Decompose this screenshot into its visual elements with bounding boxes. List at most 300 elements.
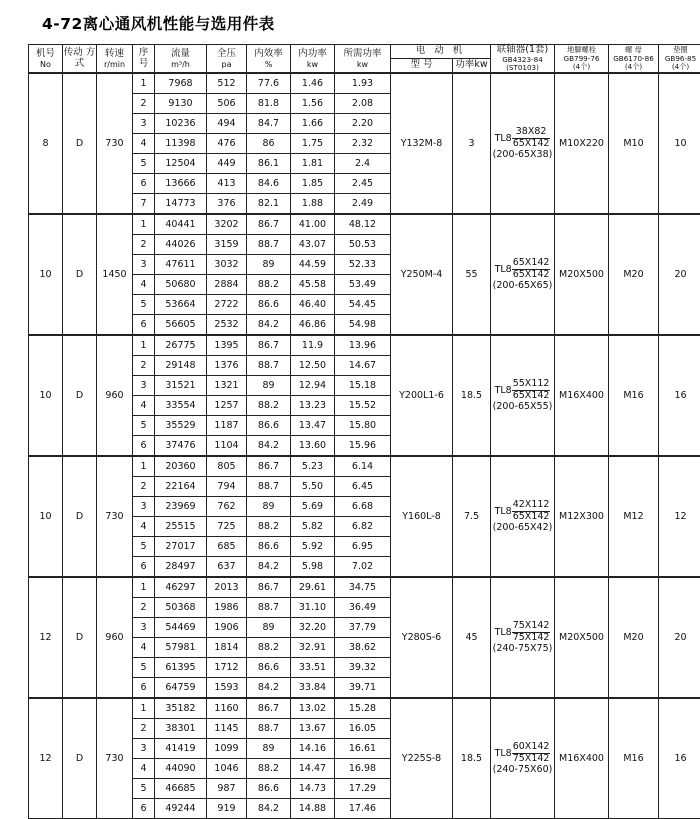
cell-efficiency: 81.8 (247, 94, 291, 114)
cell-anchor-bolt: M16X400 (555, 335, 609, 456)
cell-pressure: 1593 (207, 678, 247, 699)
cell-seq: 4 (133, 275, 155, 295)
coupling-prefix: TL8 (495, 133, 512, 144)
cell-efficiency: 86.7 (247, 577, 291, 598)
header-nut: 螺 母 GB6170-86 (4个) (609, 45, 659, 74)
cell-motor-power: 3 (453, 73, 491, 214)
cell-pressure: 1376 (207, 356, 247, 376)
cell-efficiency: 86.6 (247, 416, 291, 436)
header-inner-power: 内功率 kw (291, 45, 335, 74)
coupling-top: 55X112 (512, 379, 551, 391)
cell-efficiency: 89 (247, 739, 291, 759)
cell-inner-power: 12.94 (291, 376, 335, 396)
cell-flow: 54469 (155, 618, 207, 638)
coupling-paren: (200-65X42) (491, 523, 554, 534)
cell-pressure: 506 (207, 94, 247, 114)
cell-required-power: 16.05 (335, 719, 391, 739)
cell-inner-power: 14.73 (291, 779, 335, 799)
cell-speed: 730 (97, 698, 133, 819)
cell-required-power: 2.45 (335, 174, 391, 194)
cell-required-power: 13.96 (335, 335, 391, 356)
cell-pressure: 1712 (207, 658, 247, 678)
cell-inner-power: 1.46 (291, 73, 335, 94)
cell-required-power: 39.32 (335, 658, 391, 678)
table-row (29, 456, 700, 477)
cell-inner-power: 44.59 (291, 255, 335, 275)
cell-pressure: 413 (207, 174, 247, 194)
cell-seq: 6 (133, 557, 155, 578)
cell-efficiency: 84.6 (247, 174, 291, 194)
cell-pressure: 1814 (207, 638, 247, 658)
cell-drive: D (63, 214, 97, 335)
cell-anchor-bolt: M20X500 (555, 577, 609, 698)
cell-speed: 960 (97, 577, 133, 698)
cell-flow: 29148 (155, 356, 207, 376)
cell-required-power: 38.62 (335, 638, 391, 658)
cell-seq: 2 (133, 356, 155, 376)
cell-seq: 3 (133, 376, 155, 396)
cell-flow: 40441 (155, 214, 207, 235)
cell-pressure: 1099 (207, 739, 247, 759)
cell-motor-model: Y160L-8 (391, 456, 453, 577)
cell-seq: 1 (133, 73, 155, 94)
coupling-fraction (512, 379, 551, 402)
cell-seq: 5 (133, 295, 155, 315)
cell-efficiency: 88.2 (247, 517, 291, 537)
cell-efficiency: 86.6 (247, 295, 291, 315)
cell-motor-power: 7.5 (453, 456, 491, 577)
cell-pressure: 805 (207, 456, 247, 477)
cell-nut: M10 (609, 73, 659, 214)
cell-drive: D (63, 577, 97, 698)
cell-seq: 2 (133, 598, 155, 618)
cell-seq: 7 (133, 194, 155, 215)
coupling-prefix: TL8 (495, 627, 512, 638)
coupling-fraction (512, 127, 551, 150)
cell-inner-power: 1.66 (291, 114, 335, 134)
cell-coupling (491, 577, 555, 698)
cell-seq: 4 (133, 517, 155, 537)
cell-flow: 10236 (155, 114, 207, 134)
cell-flow: 26775 (155, 335, 207, 356)
header-anchor-bolt: 地脚螺栓 GB799-76 (4个) (555, 45, 609, 74)
cell-seq: 6 (133, 678, 155, 699)
coupling-top: 65X142 (512, 258, 551, 270)
header-motor-model: 型 号 (391, 59, 453, 74)
cell-pressure: 1046 (207, 759, 247, 779)
header-coupling: 联轴器(1套) GB4323-84 (ST0103) (491, 45, 555, 74)
cell-pressure: 919 (207, 799, 247, 819)
cell-inner-power: 46.40 (291, 295, 335, 315)
cell-inner-power: 14.16 (291, 739, 335, 759)
cell-drive: D (63, 73, 97, 214)
cell-anchor-bolt: M12X300 (555, 456, 609, 577)
cell-inner-power: 1.85 (291, 174, 335, 194)
cell-efficiency: 88.7 (247, 356, 291, 376)
coupling-prefix: TL8 (495, 264, 512, 275)
cell-efficiency: 86.7 (247, 214, 291, 235)
cell-pressure: 2884 (207, 275, 247, 295)
coupling-bottom: 75X142 (512, 754, 551, 765)
cell-seq: 6 (133, 799, 155, 819)
cell-required-power: 6.95 (335, 537, 391, 557)
cell-required-power: 36.49 (335, 598, 391, 618)
cell-flow: 20360 (155, 456, 207, 477)
cell-flow: 9130 (155, 94, 207, 114)
cell-speed: 960 (97, 335, 133, 456)
cell-required-power: 14.67 (335, 356, 391, 376)
cell-efficiency: 89 (247, 618, 291, 638)
header-no: 机号 No (29, 45, 63, 74)
cell-pressure: 1986 (207, 598, 247, 618)
coupling-top: 60X142 (512, 742, 551, 754)
cell-inner-power: 14.47 (291, 759, 335, 779)
cell-pressure: 1906 (207, 618, 247, 638)
cell-pressure: 512 (207, 73, 247, 94)
cell-efficiency: 77.6 (247, 73, 291, 94)
cell-drive: D (63, 335, 97, 456)
cell-pressure: 762 (207, 497, 247, 517)
cell-efficiency: 84.2 (247, 436, 291, 457)
table-row (29, 335, 700, 356)
cell-pressure: 3159 (207, 235, 247, 255)
cell-pressure: 449 (207, 154, 247, 174)
cell-efficiency: 84.2 (247, 315, 291, 336)
cell-seq: 2 (133, 477, 155, 497)
cell-pressure: 476 (207, 134, 247, 154)
cell-efficiency: 88.2 (247, 759, 291, 779)
cell-pressure: 376 (207, 194, 247, 215)
cell-efficiency: 86.7 (247, 335, 291, 356)
header-efficiency: 内效率 % (247, 45, 291, 74)
cell-efficiency: 86.1 (247, 154, 291, 174)
cell-pressure: 1145 (207, 719, 247, 739)
cell-efficiency: 89 (247, 255, 291, 275)
cell-pressure: 725 (207, 517, 247, 537)
cell-seq: 5 (133, 416, 155, 436)
cell-pressure: 494 (207, 114, 247, 134)
cell-flow: 12504 (155, 154, 207, 174)
cell-seq: 6 (133, 436, 155, 457)
cell-efficiency: 82.1 (247, 194, 291, 215)
cell-required-power: 50.53 (335, 235, 391, 255)
cell-required-power: 2.4 (335, 154, 391, 174)
cell-coupling (491, 698, 555, 819)
cell-motor-power: 18.5 (453, 335, 491, 456)
cell-required-power: 6.45 (335, 477, 391, 497)
cell-flow: 56605 (155, 315, 207, 336)
cell-inner-power: 31.10 (291, 598, 335, 618)
cell-efficiency: 88.2 (247, 396, 291, 416)
coupling-bottom: 75X142 (512, 633, 551, 644)
table-row (29, 698, 700, 719)
cell-required-power: 6.14 (335, 456, 391, 477)
cell-flow: 61395 (155, 658, 207, 678)
cell-seq: 4 (133, 759, 155, 779)
cell-seq: 1 (133, 577, 155, 598)
cell-washer: 16 (659, 335, 700, 456)
cell-pressure: 1160 (207, 698, 247, 719)
cell-seq: 3 (133, 114, 155, 134)
cell-pressure: 1187 (207, 416, 247, 436)
cell-flow: 49244 (155, 799, 207, 819)
coupling-paren: (200-65X38) (491, 150, 554, 161)
cell-flow: 7968 (155, 73, 207, 94)
table-row (29, 577, 700, 598)
cell-inner-power: 14.88 (291, 799, 335, 819)
cell-motor-model: Y132M-8 (391, 73, 453, 214)
coupling-fraction (512, 621, 551, 644)
coupling-bottom: 65X142 (512, 391, 551, 402)
cell-drive: D (63, 698, 97, 819)
coupling-bottom: 65X142 (512, 270, 551, 281)
cell-pressure: 1104 (207, 436, 247, 457)
cell-required-power: 54.98 (335, 315, 391, 336)
cell-inner-power: 5.69 (291, 497, 335, 517)
cell-seq: 6 (133, 315, 155, 336)
cell-coupling (491, 335, 555, 456)
cell-required-power: 17.29 (335, 779, 391, 799)
cell-flow: 64759 (155, 678, 207, 699)
cell-pressure: 1395 (207, 335, 247, 356)
cell-required-power: 15.52 (335, 396, 391, 416)
cell-nut: M20 (609, 577, 659, 698)
cell-seq: 1 (133, 335, 155, 356)
cell-inner-power: 1.88 (291, 194, 335, 215)
cell-flow: 46297 (155, 577, 207, 598)
cell-motor-power: 18.5 (453, 698, 491, 819)
cell-required-power: 54.45 (335, 295, 391, 315)
coupling-top: 38X82 (512, 127, 551, 139)
cell-inner-power: 13.47 (291, 416, 335, 436)
cell-motor-model: Y225S-8 (391, 698, 453, 819)
cell-required-power: 17.46 (335, 799, 391, 819)
cell-inner-power: 5.23 (291, 456, 335, 477)
cell-inner-power: 11.9 (291, 335, 335, 356)
header-row-1 (29, 45, 700, 59)
table-header (29, 45, 700, 74)
cell-required-power: 37.79 (335, 618, 391, 638)
cell-efficiency: 86.6 (247, 537, 291, 557)
cell-seq: 3 (133, 497, 155, 517)
cell-flow: 38301 (155, 719, 207, 739)
cell-coupling (491, 73, 555, 214)
cell-flow: 50680 (155, 275, 207, 295)
coupling-paren: (240-75X75) (491, 644, 554, 655)
cell-required-power: 6.68 (335, 497, 391, 517)
cell-seq: 6 (133, 174, 155, 194)
cell-inner-power: 1.81 (291, 154, 335, 174)
cell-inner-power: 29.61 (291, 577, 335, 598)
cell-washer: 20 (659, 214, 700, 335)
cell-efficiency: 88.7 (247, 477, 291, 497)
cell-flow: 23969 (155, 497, 207, 517)
cell-no: 12 (29, 577, 63, 698)
cell-required-power: 16.98 (335, 759, 391, 779)
cell-seq: 5 (133, 154, 155, 174)
cell-required-power: 48.12 (335, 214, 391, 235)
table-row (29, 214, 700, 235)
cell-pressure: 3032 (207, 255, 247, 275)
cell-inner-power: 41.00 (291, 214, 335, 235)
cell-efficiency: 88.7 (247, 235, 291, 255)
cell-speed: 730 (97, 73, 133, 214)
cell-flow: 13666 (155, 174, 207, 194)
cell-pressure: 685 (207, 537, 247, 557)
cell-efficiency: 89 (247, 497, 291, 517)
cell-flow: 35182 (155, 698, 207, 719)
cell-flow: 35529 (155, 416, 207, 436)
cell-efficiency: 84.2 (247, 799, 291, 819)
cell-inner-power: 32.91 (291, 638, 335, 658)
cell-anchor-bolt: M20X500 (555, 214, 609, 335)
cell-pressure: 987 (207, 779, 247, 799)
cell-washer: 16 (659, 698, 700, 819)
cell-flow: 44090 (155, 759, 207, 779)
cell-pressure: 794 (207, 477, 247, 497)
cell-inner-power: 13.02 (291, 698, 335, 719)
cell-inner-power: 12.50 (291, 356, 335, 376)
cell-speed: 730 (97, 456, 133, 577)
cell-required-power: 15.28 (335, 698, 391, 719)
page-title: 4-72离心通风机性能与选用件表 (28, 0, 672, 44)
cell-no: 10 (29, 456, 63, 577)
table-body (29, 73, 700, 819)
cell-seq: 5 (133, 779, 155, 799)
cell-flow: 47611 (155, 255, 207, 275)
header-flow: 流量 m³/h (155, 45, 207, 74)
cell-anchor-bolt: M16X400 (555, 698, 609, 819)
header-pressure: 全压 pa (207, 45, 247, 74)
cell-flow: 11398 (155, 134, 207, 154)
cell-inner-power: 33.84 (291, 678, 335, 699)
cell-washer: 12 (659, 456, 700, 577)
header-washer: 垫圈 GB96-85 (4个) (659, 45, 700, 74)
cell-efficiency: 86.7 (247, 456, 291, 477)
cell-efficiency: 86.6 (247, 658, 291, 678)
cell-required-power: 15.18 (335, 376, 391, 396)
coupling-bottom: 65X142 (512, 139, 551, 150)
cell-seq: 2 (133, 235, 155, 255)
cell-speed: 1450 (97, 214, 133, 335)
header-seq: 序 号 (133, 45, 155, 74)
cell-inner-power: 1.56 (291, 94, 335, 114)
cell-motor-model: Y250M-4 (391, 214, 453, 335)
cell-required-power: 2.49 (335, 194, 391, 215)
cell-drive: D (63, 456, 97, 577)
cell-inner-power: 13.60 (291, 436, 335, 457)
cell-efficiency: 84.7 (247, 114, 291, 134)
cell-seq: 5 (133, 537, 155, 557)
cell-flow: 57981 (155, 638, 207, 658)
coupling-top: 42X112 (512, 500, 551, 512)
cell-flow: 37476 (155, 436, 207, 457)
cell-required-power: 53.49 (335, 275, 391, 295)
cell-inner-power: 32.20 (291, 618, 335, 638)
table-row (29, 73, 700, 94)
cell-washer: 20 (659, 577, 700, 698)
coupling-bottom: 65X142 (512, 512, 551, 523)
cell-required-power: 15.80 (335, 416, 391, 436)
coupling-prefix: TL8 (495, 385, 512, 396)
cell-seq: 2 (133, 94, 155, 114)
cell-washer: 10 (659, 73, 700, 214)
cell-flow: 27017 (155, 537, 207, 557)
cell-inner-power: 33.51 (291, 658, 335, 678)
cell-coupling (491, 456, 555, 577)
coupling-paren: (200-65X65) (491, 281, 554, 292)
cell-flow: 28497 (155, 557, 207, 578)
performance-table (28, 44, 700, 819)
coupling-paren: (200-65X55) (491, 402, 554, 413)
cell-inner-power: 13.67 (291, 719, 335, 739)
cell-required-power: 6.82 (335, 517, 391, 537)
cell-inner-power: 5.98 (291, 557, 335, 578)
cell-seq: 4 (133, 134, 155, 154)
cell-efficiency: 86.6 (247, 779, 291, 799)
cell-seq: 1 (133, 456, 155, 477)
cell-inner-power: 46.86 (291, 315, 335, 336)
header-drive: 传动 方式 (63, 45, 97, 74)
cell-motor-model: Y280S-6 (391, 577, 453, 698)
cell-no: 12 (29, 698, 63, 819)
header-motor-group: 电 动 机 (391, 45, 491, 59)
cell-pressure: 2013 (207, 577, 247, 598)
coupling-prefix: TL8 (495, 506, 512, 517)
cell-seq: 4 (133, 638, 155, 658)
cell-flow: 31521 (155, 376, 207, 396)
cell-efficiency: 86 (247, 134, 291, 154)
cell-nut: M16 (609, 698, 659, 819)
cell-pressure: 2532 (207, 315, 247, 336)
cell-seq: 1 (133, 214, 155, 235)
coupling-fraction (512, 500, 551, 523)
cell-seq: 1 (133, 698, 155, 719)
cell-seq: 3 (133, 618, 155, 638)
cell-flow: 22164 (155, 477, 207, 497)
header-required-power: 所需功率 kw (335, 45, 391, 74)
cell-pressure: 2722 (207, 295, 247, 315)
cell-nut: M12 (609, 456, 659, 577)
cell-efficiency: 86.7 (247, 698, 291, 719)
cell-required-power: 2.20 (335, 114, 391, 134)
coupling-paren: (240-75X60) (491, 765, 554, 776)
cell-motor-power: 45 (453, 577, 491, 698)
cell-flow: 33554 (155, 396, 207, 416)
cell-required-power: 16.61 (335, 739, 391, 759)
cell-inner-power: 45.58 (291, 275, 335, 295)
header-motor-power: 功率kw (453, 59, 491, 74)
cell-efficiency: 89 (247, 376, 291, 396)
cell-no: 10 (29, 335, 63, 456)
cell-efficiency: 88.7 (247, 719, 291, 739)
cell-flow: 44026 (155, 235, 207, 255)
cell-anchor-bolt: M10X220 (555, 73, 609, 214)
cell-seq: 4 (133, 396, 155, 416)
cell-inner-power: 1.75 (291, 134, 335, 154)
cell-required-power: 39.71 (335, 678, 391, 699)
coupling-top: 75X142 (512, 621, 551, 633)
cell-pressure: 1321 (207, 376, 247, 396)
cell-inner-power: 5.82 (291, 517, 335, 537)
cell-pressure: 1257 (207, 396, 247, 416)
cell-efficiency: 88.2 (247, 638, 291, 658)
cell-inner-power: 13.23 (291, 396, 335, 416)
cell-coupling (491, 214, 555, 335)
cell-required-power: 52.33 (335, 255, 391, 275)
coupling-fraction (512, 742, 551, 765)
cell-required-power: 1.93 (335, 73, 391, 94)
